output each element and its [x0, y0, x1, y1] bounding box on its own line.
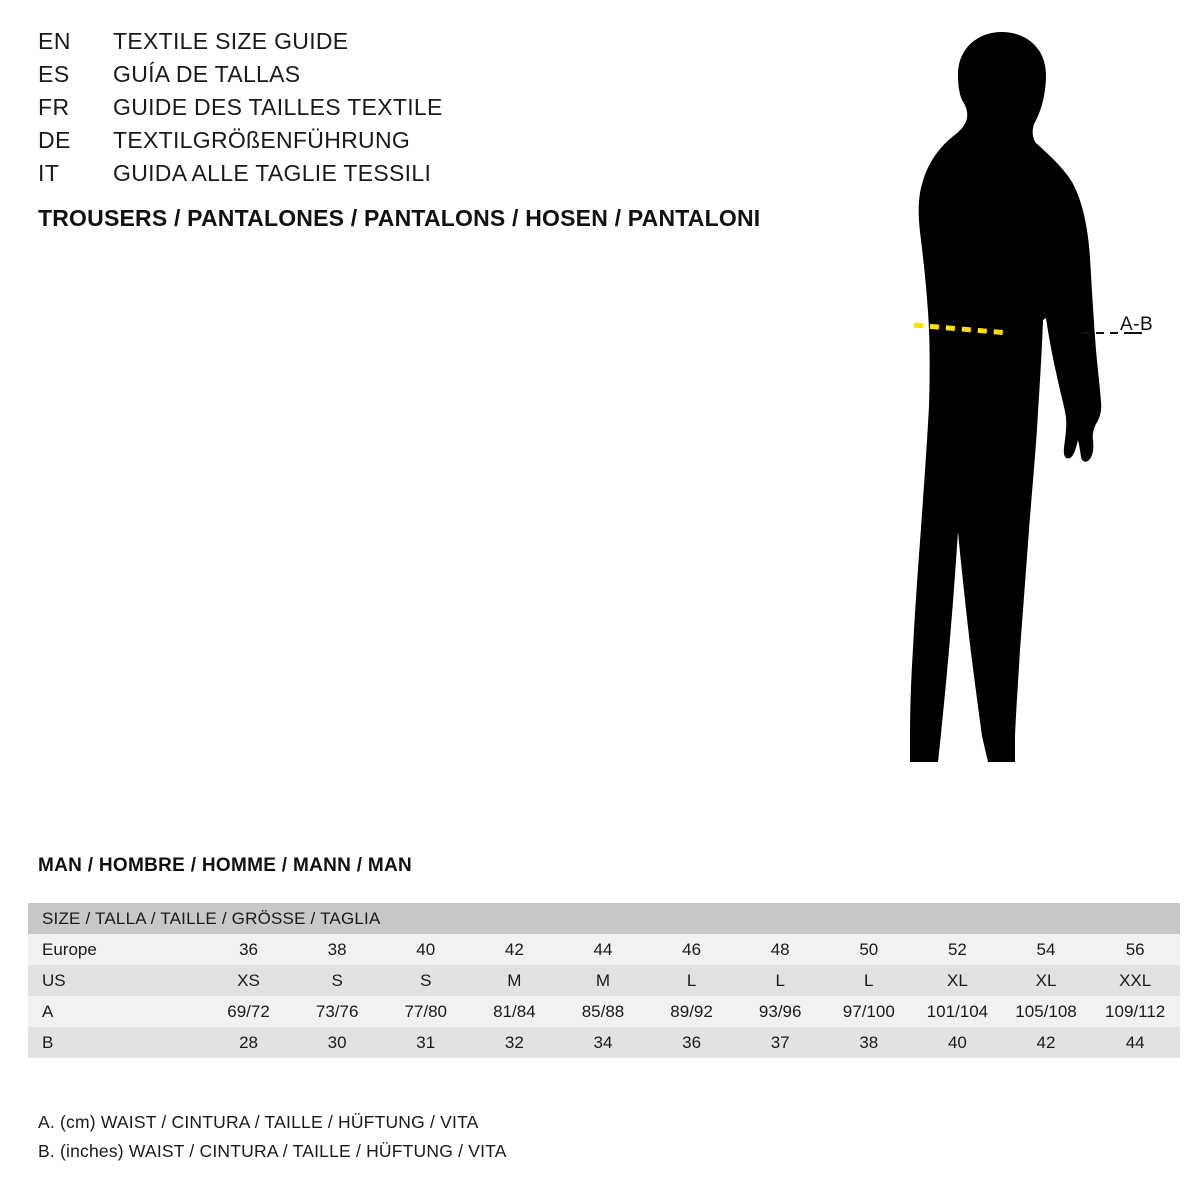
table-cell: 81/84 [470, 996, 559, 1027]
table-cell: 46 [647, 934, 736, 965]
table-cell: 56 [1090, 934, 1180, 965]
man-silhouette-figure [810, 20, 1190, 810]
language-code: EN [38, 28, 71, 54]
table-cell: XS [204, 965, 293, 996]
table-cell: L [647, 965, 736, 996]
footnote-a: A. (cm) WAIST / CINTURA / TAILLE / HÜFTUNG / VITA [38, 1112, 479, 1132]
row-label: Europe [28, 934, 204, 965]
table-cell: 36 [647, 1027, 736, 1058]
table-cell: 89/92 [647, 996, 736, 1027]
table-header-row [28, 903, 1180, 934]
table-cell: XL [1002, 965, 1091, 996]
table-cell: 101/104 [913, 996, 1002, 1027]
language-code: IT [38, 160, 60, 186]
language-header-block [38, 28, 778, 232]
language-code: ES [38, 61, 70, 87]
row-label: B [28, 1027, 204, 1058]
silhouette-shape [910, 32, 1101, 762]
table-cell: 38 [824, 1027, 913, 1058]
table-cell: 109/112 [1090, 996, 1180, 1027]
language-row [38, 61, 778, 94]
table-cell: L [736, 965, 825, 996]
table-cell: 30 [293, 1027, 382, 1058]
table-cell: 50 [824, 934, 913, 965]
table-cell: 44 [559, 934, 648, 965]
table-cell: 42 [1002, 1027, 1091, 1058]
footnotes-block [38, 1108, 938, 1166]
language-title: GUIDE DES TAILLES TEXTILE [113, 94, 443, 120]
silhouette-arm-gap [903, 320, 929, 401]
table-cell: 32 [470, 1027, 559, 1058]
table-cell: 42 [470, 934, 559, 965]
gender-section-title: MAN / HOMBRE / HOMME / MANN / MAN [38, 855, 413, 876]
table-cell: 77/80 [381, 996, 470, 1027]
table-cell: XXL [1090, 965, 1180, 996]
table-cell: L [824, 965, 913, 996]
table-cell: 37 [736, 1027, 825, 1058]
table-cell: 38 [293, 934, 382, 965]
row-label: US [28, 965, 204, 996]
table-cell: 97/100 [824, 996, 913, 1027]
language-title: GUÍA DE TALLAS [113, 61, 301, 87]
table-cell: 93/96 [736, 996, 825, 1027]
table-row [28, 965, 1180, 996]
table-cell: M [559, 965, 648, 996]
table-cell: 52 [913, 934, 1002, 965]
garment-type-title: TROUSERS / PANTALONES / PANTALONS / HOSEN / PANTALONI [38, 205, 761, 231]
language-code: DE [38, 127, 71, 153]
language-title: TEXTILGRÖßENFÜHRUNG [113, 127, 411, 153]
table-cell: 48 [736, 934, 825, 965]
table-cell: 28 [204, 1027, 293, 1058]
table-header-label: SIZE / TALLA / TAILLE / GRÖSSE / TAGLIA [28, 903, 1180, 934]
table-cell: 73/76 [293, 996, 382, 1027]
table-cell: 40 [913, 1027, 1002, 1058]
language-row [38, 28, 778, 61]
table-row [28, 996, 1180, 1027]
table-cell: XL [913, 965, 1002, 996]
table-cell: 36 [204, 934, 293, 965]
table-cell: 105/108 [1002, 996, 1091, 1027]
table-cell: 40 [381, 934, 470, 965]
language-row [38, 127, 778, 160]
size-table [28, 903, 1180, 1058]
table-cell: S [381, 965, 470, 996]
language-title: GUIDA ALLE TAGLIE TESSILI [113, 160, 432, 186]
language-row [38, 94, 778, 127]
table-cell: 34 [559, 1027, 648, 1058]
language-row [38, 160, 778, 193]
table-row [28, 934, 1180, 965]
footnote-b: B. (inches) WAIST / CINTURA / TAILLE / HÜFTUNG / VITA [38, 1141, 507, 1161]
table-cell: S [293, 965, 382, 996]
table-row [28, 1027, 1180, 1058]
table-cell: 69/72 [204, 996, 293, 1027]
language-title: TEXTILE SIZE GUIDE [113, 28, 349, 54]
row-label: A [28, 996, 204, 1027]
table-cell: 44 [1090, 1027, 1180, 1058]
language-code: FR [38, 94, 70, 120]
table-cell: 85/88 [559, 996, 648, 1027]
measure-label-ab: A-B [1120, 314, 1154, 335]
table-cell: M [470, 965, 559, 996]
table-cell: 31 [381, 1027, 470, 1058]
table-cell: 54 [1002, 934, 1091, 965]
